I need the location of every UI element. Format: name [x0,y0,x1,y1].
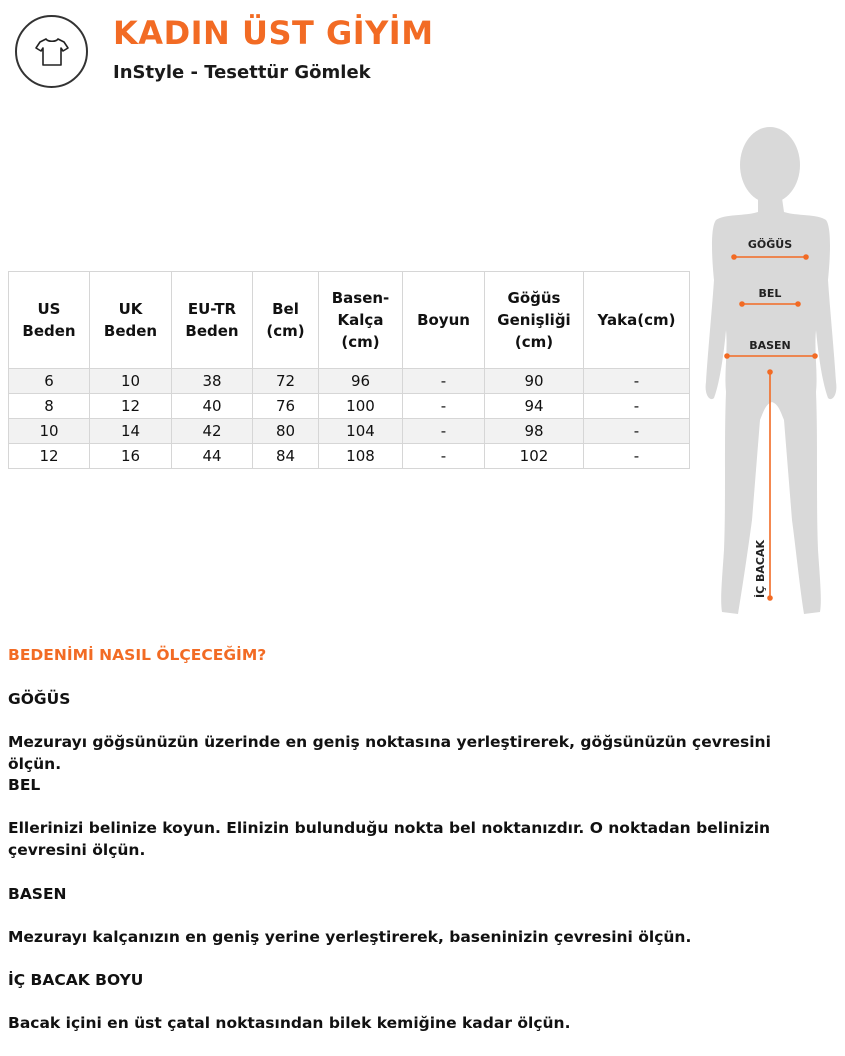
table-cell: 38 [172,369,253,394]
section-text-waist: Ellerinizi belinize koyun. Elinizin bulunduğu nokta bel noktanızdır. O noktadan belinizin çevresini ölçün. [8,819,771,859]
waist-label: BEL [758,287,782,300]
table-cell: 80 [253,419,319,444]
table-cell: - [403,394,485,419]
inseam-label: İÇ BACAK [754,539,767,599]
section-text-inseam: Bacak içini en üst çatal noktasından bilek kemiğine kadar ölçün. [8,1014,571,1032]
table-cell: 6 [9,369,90,394]
table-cell: 40 [172,394,253,419]
column-header: Basen-Kalça (cm) [319,272,403,369]
table-cell: 108 [319,444,403,469]
table-cell: 10 [90,369,172,394]
table-cell: - [403,444,485,469]
table-cell: - [584,394,690,419]
table-cell: 16 [90,444,172,469]
table-cell: 76 [253,394,319,419]
section-text-chest: Mezurayı göğsünüzün üzerinde en geniş noktasına yerleştirerek, göğsünüzün çevresini ölçün. [8,733,771,773]
page-title: KADIN ÜST GİYİM [113,14,434,52]
table-header-row [9,272,690,369]
table-row [9,369,690,394]
table-cell: 98 [485,419,584,444]
table-row [9,419,690,444]
guide-title: BEDENİMİ NASIL ÖLÇECEĞİM? [8,646,267,664]
section-heading-chest: GÖĞÜS [8,690,71,708]
table-cell: 102 [485,444,584,469]
tshirt-icon-graphic [34,36,70,68]
table-cell: 12 [90,394,172,419]
table-cell: 42 [172,419,253,444]
tshirt-icon [15,15,88,88]
table-cell: 8 [9,394,90,419]
table-cell: 12 [9,444,90,469]
table-cell: 96 [319,369,403,394]
size-table [8,271,690,469]
table-cell: 100 [319,394,403,419]
table-cell: 94 [485,394,584,419]
section-heading-inseam: İÇ BACAK BOYU [8,971,144,989]
hip-label: BASEN [749,339,791,352]
column-header: Göğüs Genişliği (cm) [485,272,584,369]
chest-label: GÖĞÜS [747,238,793,251]
table-cell: 90 [485,369,584,394]
table-row [9,444,690,469]
section-text-hip: Mezurayı kalçanızın en geniş yerine yerleştirerek, baseninizin çevresini ölçün. [8,928,692,946]
table-cell: - [584,369,690,394]
table-cell: 44 [172,444,253,469]
column-header: Yaka(cm) [584,272,690,369]
column-header: Bel (cm) [253,272,319,369]
column-header: Boyun [403,272,485,369]
table-cell: 72 [253,369,319,394]
table-row [9,394,690,419]
table-cell: - [403,419,485,444]
product-subtitle: InStyle - Tesettür Gömlek [113,62,371,83]
section-heading-hip: BASEN [8,885,67,903]
table-cell: 84 [253,444,319,469]
body-measurement-figure [700,120,845,625]
table-cell: 104 [319,419,403,444]
table-cell: - [584,444,690,469]
table-cell: 14 [90,419,172,444]
section-heading-waist: BEL [8,776,41,794]
column-header: UK Beden [90,272,172,369]
table-cell: - [584,419,690,444]
column-header: US Beden [9,272,90,369]
table-cell: - [403,369,485,394]
table-cell: 10 [9,419,90,444]
column-header: EU-TR Beden [172,272,253,369]
